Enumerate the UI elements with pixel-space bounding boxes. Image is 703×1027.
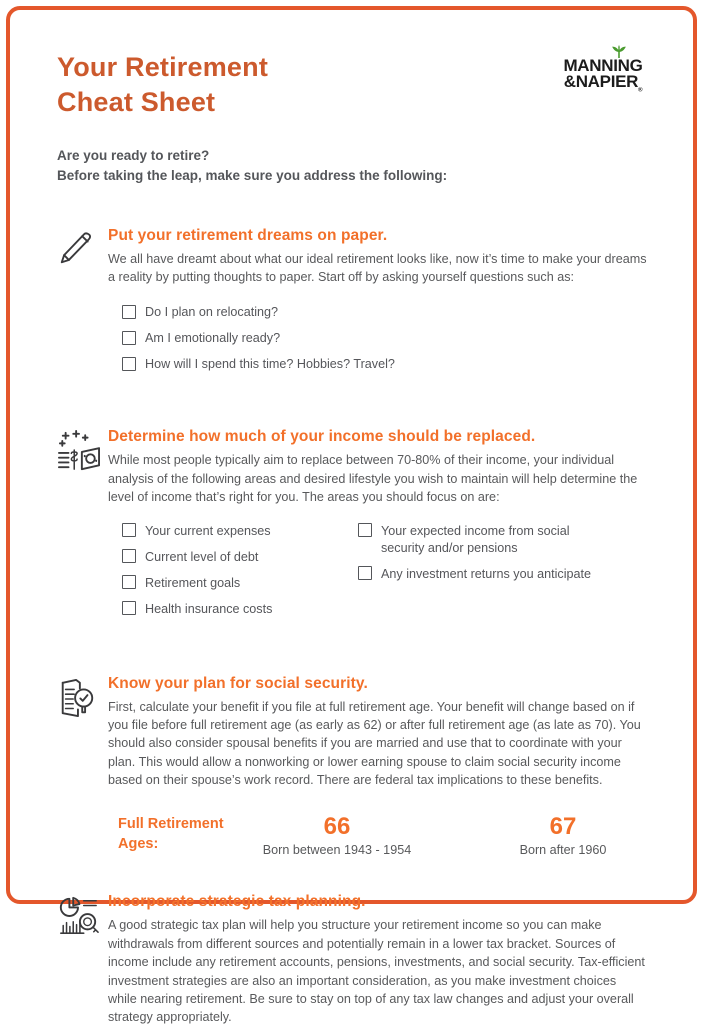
checklist-item: Retirement goals [122,575,344,592]
checkbox-icon [122,357,136,371]
checklist-item: Your current expenses [122,523,344,540]
section-heading: Determine how much of your income should be replaced. [108,428,536,446]
section-body: First, calculate your benefit if you file at full retirement age. Your benefit will change based on if you file before full retirement age (as early as 62) or after full retirement age (as late as 70). You should also consider spousal benefits if you are married and use that to coordinate with your plan. This would allow a nonworking or lower earning spouse to claim social security income based on their spouse’s work record. There are federal tax implications to these benefits. [108,699,641,788]
checklist-item: Health insurance costs [122,601,344,618]
tax-analysis-icon [57,895,108,937]
intro-text [57,146,649,187]
age-number: 67 [549,813,577,841]
age-67-block [488,815,638,857]
logo-line2: $\&NAPIER_®$ [563,72,643,94]
checkbox-icon [358,566,372,580]
page-title-line1: Your Retirement [57,52,269,82]
intro-line2: Before taking the leap, make sure you address the following: [57,168,448,184]
checklist-item: Current level of debt [122,549,344,566]
pencil-icon [57,229,108,267]
checkbox-icon [122,549,136,563]
document-check-icon [57,677,108,719]
income-checklist-right [358,523,649,627]
ages-label: Full Retirement Ages: [118,816,224,852]
income-checklist-left [122,523,344,627]
checkbox-icon [122,601,136,615]
checklist-item: Am I emotionally ready? [122,330,649,347]
checkbox-icon [358,523,372,537]
age-66-block [252,815,422,857]
age-number: 66 [323,813,351,841]
checklist-item: Your expected income from social security and/or pensions [358,523,649,557]
section-social-security [57,675,649,858]
section-income [57,428,649,626]
section-body: While most people typically aim to replace between 70-80% of their income, your individual analysis of the following areas and desired lifestyle you wish to maintain will help determine the level of income that’s right for you. The areas you should focus on are: [108,453,638,505]
section-heading: Put your retirement dreams on paper. [108,226,388,244]
section-tax-planning [57,893,649,1026]
leaf-icon [609,45,629,59]
logo-line1: MANNING [563,56,643,75]
dreams-checklist [122,304,649,373]
section-body: A good strategic tax plan will help you structure your retirement income so you can make withdrawals from different sources and potentially remain in a lower tax bracket. Sources of income include any retirement accounts, pensions, investments, and social security. Tax-efficient investment strategies are also an important consideration, as you make investment choices while nearing retirement. Be sure to stay on top of any tax law changes and adjust your overall strategy appropriately. [108,918,645,1025]
section-heading: Know your plan for social security. [108,674,368,692]
income-calculation-icon [57,430,108,472]
age-caption: Born after 1960 [519,843,607,858]
manning-napier-logo [553,58,653,94]
checklist-item: How will I spend this time? Hobbies? Travel? [122,356,649,373]
checklist-item: Do I plan on relocating? [122,304,649,321]
section-dreams [57,227,649,383]
age-caption: Born between 1943 - 1954 [262,843,412,858]
checklist-item: Any investment returns you anticipate [358,566,649,583]
full-retirement-ages [118,815,649,857]
income-checklists [108,523,649,627]
checkbox-icon [122,523,136,537]
registered-mark: ® [638,87,643,94]
checkbox-icon [122,331,136,345]
section-body: We all have dreamt about what our ideal retirement looks like, now it’s time to make your dreams a reality by putting thoughts to paper. Start off by asking yourself questions such as: [108,251,647,285]
page-title-line2: Cheat Sheet [57,87,216,118]
checkbox-icon [122,305,136,319]
intro-line1: Are you ready to retire? [57,148,210,164]
section-heading: Incorporate strategic tax planning. [108,893,366,911]
checkbox-icon [122,575,136,589]
